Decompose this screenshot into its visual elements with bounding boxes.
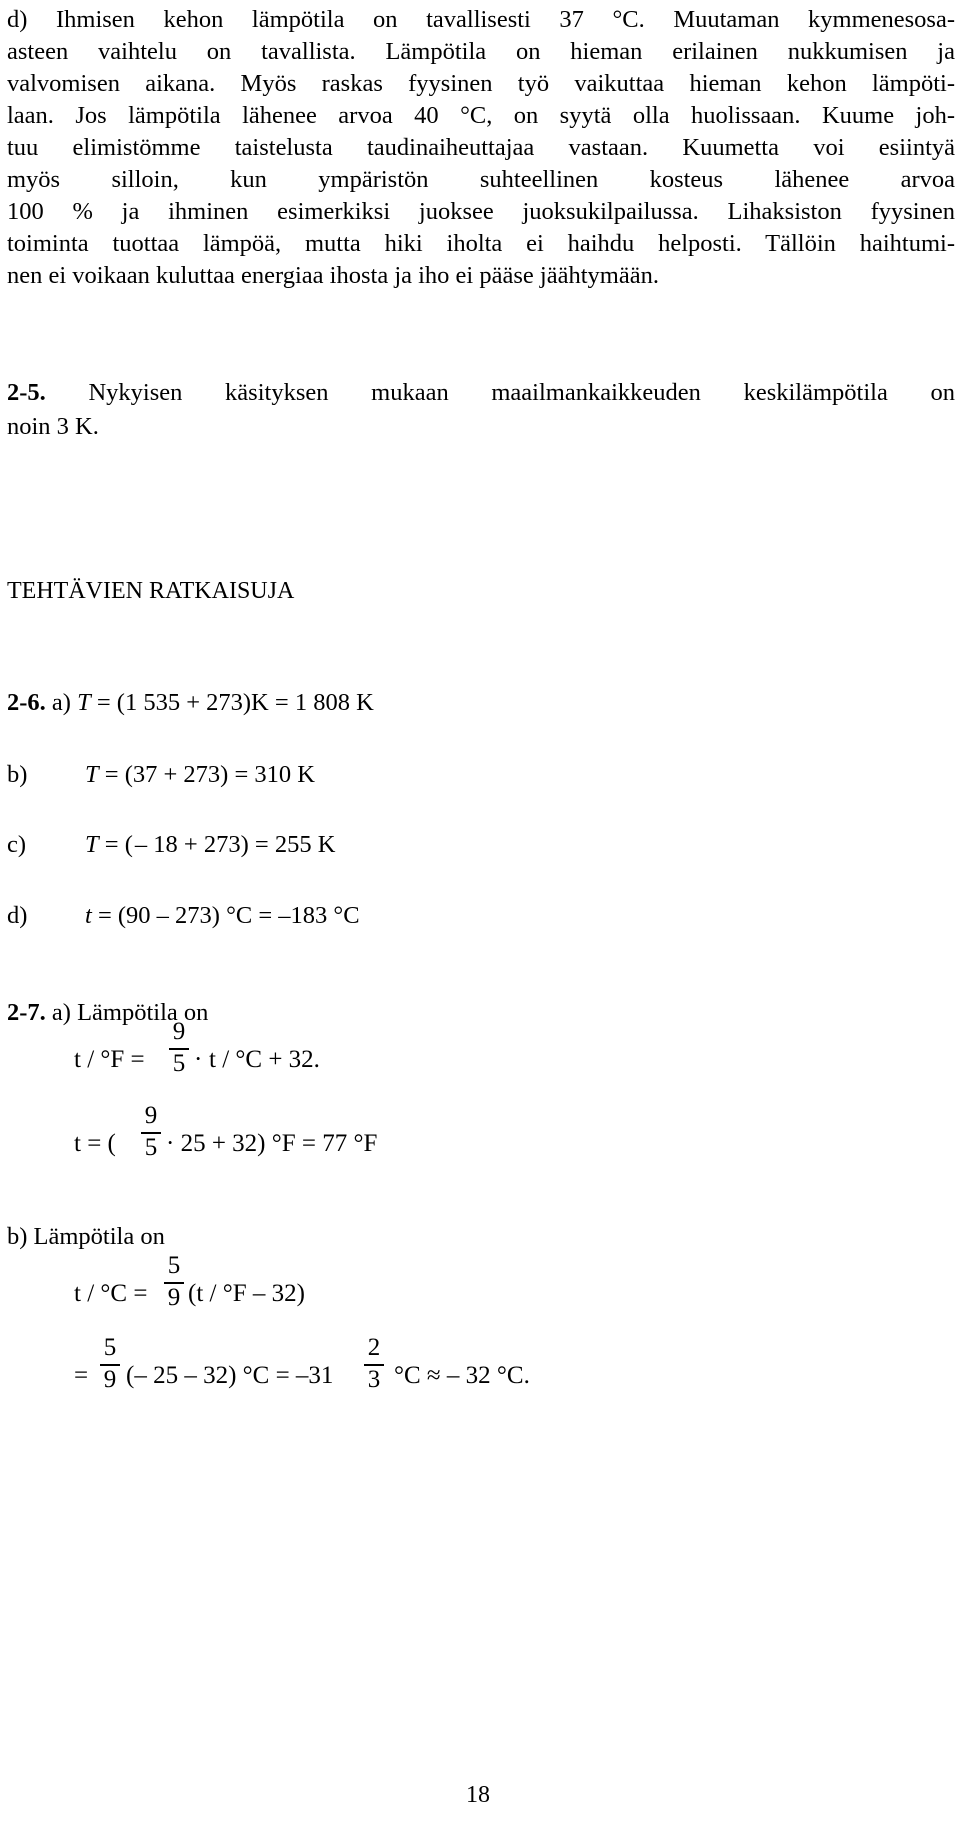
text-line: 100 % ja ihminen esimerkiksi juoksee juoksukilpailussa. Lihaksiston fyysinen (7, 198, 955, 225)
fraction-denominator: 9 (103, 1366, 117, 1393)
item-label: a) (45, 689, 78, 716)
fraction-numerator: 9 (172, 1018, 186, 1045)
text-line: tuu elimistömme taistelusta taudinaiheuttajaa vastaan. Kuumetta voi esiintyä (7, 134, 955, 161)
equation-rhs: °C ≈ – 32 °C. (394, 1362, 530, 1389)
answer-text: = (1 535 + 273)K = 1 808 K (90, 689, 374, 716)
text-line (7, 376, 955, 410)
problem-2-6-b (7, 760, 315, 790)
text-line: toiminta tuottaa lämpöä, mutta hiki iholta ei haihdu helposti. Tällöin haihtumi- (7, 230, 955, 257)
fraction-numerator: 5 (167, 1252, 181, 1279)
fraction-numerator: 5 (103, 1334, 117, 1361)
text-line: noin 3 K. (7, 413, 99, 440)
equation-rhs: · 25 + 32) °F = 77 °F (166, 1130, 378, 1157)
text-line: laan. Jos lämpötila lähenee arvoa 40 °C, on syytä olla huolissaan. Kuume joh- (7, 102, 955, 129)
variable-T: T (85, 831, 99, 858)
text-line: valvomisen aikana. Myös raskas fyysinen työ vaikuttaa hieman kehon lämpöti- (7, 70, 955, 97)
item-label: c) (7, 831, 27, 858)
text-line: myös silloin, kun ympäristön suhteellinen kosteus lähenee arvoa (7, 166, 955, 193)
problem-2-6-d (7, 901, 360, 931)
equation-lhs: t / °C = (74, 1280, 148, 1307)
problem-2-6-c (7, 830, 335, 860)
text-line: d) Ihmisen kehon lämpötila on tavallisesti 37 °C. Muutaman kymmenesosa- (7, 6, 955, 33)
problem-number: 2-7. (7, 999, 46, 1026)
answer-text: = (37 + 273) = 310 K (98, 761, 315, 788)
equation-rhs: (t / °F – 32) (188, 1280, 305, 1307)
equation-middle: (– 25 – 32) °C = –31 (126, 1362, 334, 1389)
fraction-denominator: 5 (172, 1050, 186, 1077)
text-line: nen ei voikaan kuluttaa energiaa ihosta ja iho ei pääse jäähtymään. (7, 262, 659, 289)
equation-lhs: t = ( (74, 1130, 116, 1157)
problem-number: 2-5. (7, 379, 46, 406)
equation-lhs: t / °F = (74, 1046, 145, 1073)
fraction-denominator: 9 (167, 1284, 181, 1311)
equation-rhs: t / °C + 32. (209, 1046, 320, 1073)
paragraph-d (7, 4, 955, 292)
variable-T: T (85, 761, 99, 788)
variable-t: t (85, 902, 92, 929)
fraction-numerator: 2 (367, 1334, 381, 1361)
section-heading: TEHTÄVIEN RATKAISUJA (7, 578, 295, 604)
page-number: 18 (466, 1782, 490, 1808)
problem-number: 2-6. (7, 689, 46, 716)
item-label: d) (7, 902, 28, 929)
problem-text: a) Lämpötila on (45, 999, 209, 1026)
answer-text: = ( – 18 + 273) = 255 K (98, 831, 336, 858)
text-line: asteen vaihtelu on tavallista. Lämpötila on hieman erilainen nukkumisen ja (7, 38, 955, 65)
problem-2-6-a (7, 688, 374, 718)
variable-T: T (77, 689, 91, 716)
problem-text: Nykyisen käsityksen mukaan maailmankaikkeuden keskilämpötila on (45, 379, 955, 406)
item-label: b) (7, 761, 28, 788)
problem-2-7-b: b) Lämpötila on (7, 1223, 165, 1250)
fraction-numerator: 9 (144, 1102, 158, 1129)
answer-text: = (90 – 273) °C = –183 °C (91, 902, 360, 929)
fraction-denominator: 3 (367, 1366, 381, 1393)
problem-2-5 (7, 376, 955, 444)
fraction-denominator: 5 (144, 1134, 158, 1161)
equation-lhs: = (74, 1362, 89, 1389)
multiply-dot: · (194, 1046, 203, 1073)
